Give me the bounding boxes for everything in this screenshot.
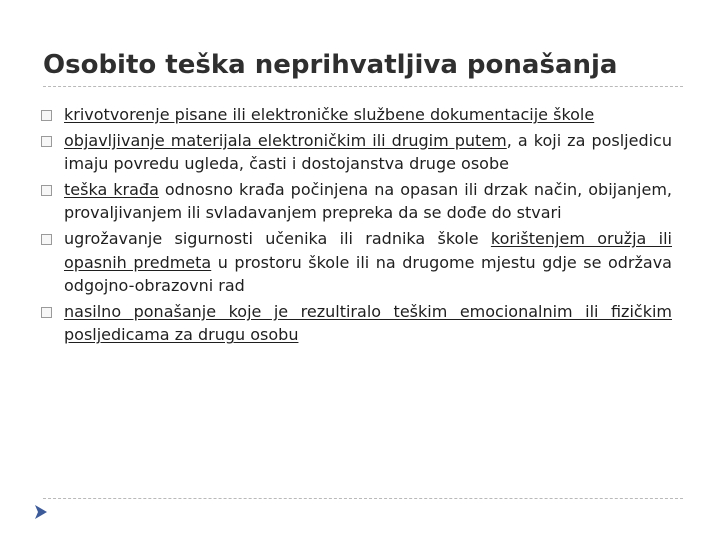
bullet-item	[40, 300, 672, 347]
bullet-text	[64, 300, 672, 347]
bullet-text-underlined: teška krađa	[64, 179, 159, 199]
bullet-text-plain: ugrožavanje sigurnosti učenika ili radnika škole	[64, 228, 491, 248]
bullet-item	[40, 227, 672, 298]
footer-divider	[43, 498, 683, 499]
bullet-list	[40, 103, 672, 349]
bullet-text-underlined: nasilno ponašanje koje je rezultiralo teškim emocionalnim ili fizičkim posljedicama za drugu osobu	[64, 301, 672, 345]
square-bullet-icon	[41, 234, 52, 245]
bullet-text	[64, 103, 672, 127]
bullet-text-plain: u prostoru škole ili na drugome mjestu gdje se održava odgojno-obrazovni rad	[64, 252, 672, 296]
bullet-text	[64, 178, 672, 225]
bullet-text-plain: odnosno krađa počinjena na opasan ili drzak način, obijanjem, provaljivanjem ili svladavanjem prepreka da se dođe do stvari	[64, 179, 672, 223]
slide-title: Osobito teška neprihvatljiva ponašanja	[43, 50, 618, 80]
bullet-text-underlined: objavljivanje materijala elektroničkim ili drugim putem	[64, 130, 507, 150]
bullet-text-underlined: krivotvorenje pisane ili elektroničke službene dokumentacije škole	[64, 105, 595, 124]
arrow-right-icon	[34, 504, 48, 520]
square-bullet-icon	[41, 136, 52, 147]
square-bullet-icon	[41, 307, 52, 318]
square-bullet-icon	[41, 185, 52, 196]
bullet-item	[40, 103, 672, 127]
square-bullet-icon	[41, 110, 52, 121]
bullet-text	[64, 227, 672, 298]
bullet-text	[64, 129, 672, 176]
bullet-item	[40, 178, 672, 225]
title-divider	[43, 86, 683, 87]
bullet-text-underlined: korištenjem oružja ili opasnih predmeta	[64, 228, 672, 272]
bullet-item	[40, 129, 672, 176]
bullet-text-plain: , a koji za posljedicu imaju povredu ugleda, časti i dostojanstva druge osobe	[64, 130, 672, 174]
